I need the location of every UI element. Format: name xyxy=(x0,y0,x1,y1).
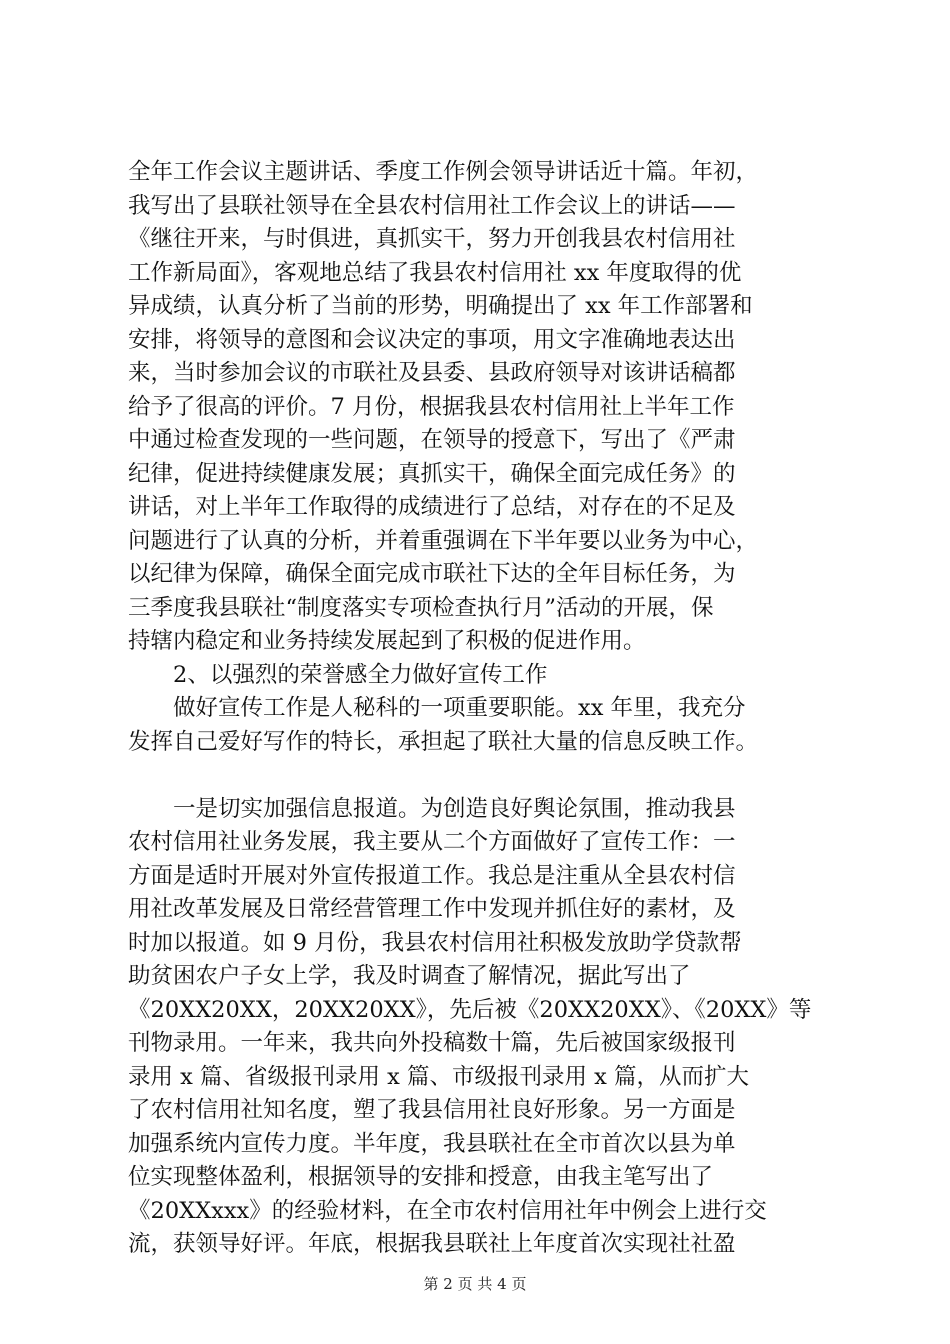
paragraph xyxy=(128,156,828,659)
text-line: 加强系统内宣传力度。半年度，我县联社在全市首次以县为单 xyxy=(128,1130,736,1157)
text-line: 位实现整体盈利，根据领导的安排和授意，由我主笔写出了 xyxy=(128,1164,714,1190)
text-line: 来，当时参加会议的市联社及县委、县政府领导对该讲话稿都 xyxy=(128,360,736,386)
text-line: 用社改革发展及日常经营管理工作中发现并抓住好的素材，及 xyxy=(128,896,736,922)
text-line: 农村信用社业务发展，我主要从二个方面做好了宣传工作：一 xyxy=(128,829,736,855)
text-line: 纪律，促进持续健康发展；真抓实干，确保全面完成任务》的 xyxy=(128,460,736,487)
text-line: 时加以报道。如 9 月份，我县农村信用社积极发放助学贷款帮 xyxy=(128,929,742,956)
text-line: 流，获领导好评。年底，根据我县联社上年度首次实现社社盈 xyxy=(128,1231,736,1257)
text-line: 中通过检查发现的一些问题，在领导的授意下，写出了《严肃 xyxy=(128,427,736,453)
text-line: 安排，将领导的意图和会议决定的事项，用文字准确地表达出 xyxy=(128,326,736,353)
paragraph xyxy=(128,692,828,759)
text-line: 问题进行了认真的分析，并着重强调在下半年要以业务为中心， xyxy=(128,527,759,554)
text-line: 《继往开来，与时俱进，真抓实干，努力开创我县农村信用社 xyxy=(128,226,736,252)
text-line: 刊物录用。一年来，我共向外投稿数十篇，先后被国家级报刊 xyxy=(128,1030,736,1056)
paragraph-gap xyxy=(128,759,828,793)
text-line: 发挥自己爱好写作的特长，承担起了联社大量的信息反映工作。 xyxy=(128,728,759,755)
text-line: 工作新局面》，客观地总结了我县农村信用社 xx 年度取得的优 xyxy=(128,259,742,286)
text-line: 我写出了县联社领导在全县农村信用社工作会议上的讲话—— xyxy=(128,192,736,219)
text-line: 《20XX20XX，20XX20XX》，先后被《20XX20XX》、《20XX》等 xyxy=(128,996,812,1023)
text-line: 持辖内稳定和业务持续发展起到了积极的促进作用。 xyxy=(128,628,646,654)
page-number-footer: 第 2 页 共 4 页 xyxy=(423,1275,527,1293)
text-line: 助贫困农户子女上学，我及时调查了解情况，据此写出了 xyxy=(128,963,691,989)
text-line: 一是切实加强信息报道。为创造良好舆论氛围，推动我县 xyxy=(173,795,736,822)
text-line: 全年工作会议主题讲话、季度工作例会领导讲话近十篇。年初， xyxy=(128,159,759,185)
text-line: 方面是适时开展对外宣传报道工作。我总是注重从全县农村信 xyxy=(128,862,736,889)
text-line: 录用 x 篇、省级报刊录用 x 篇、市级报刊录用 x 篇，从而扩大 xyxy=(128,1063,749,1090)
text-line: 三季度我县联社“制度落实专项检查执行月”活动的开展，保 xyxy=(128,594,714,621)
document-body xyxy=(128,156,828,1262)
paragraph xyxy=(128,793,828,1262)
text-line: 讲话，对上半年工作取得的成绩进行了总结，对存在的不足及 xyxy=(128,494,736,520)
text-line: 做好宣传工作是人秘科的一项重要职能。xx 年里，我充分 xyxy=(173,695,746,721)
text-line: 异成绩，认真分析了当前的形势，明确提出了 xx 年工作部署和 xyxy=(128,293,753,319)
text-line: 了农村信用社知名度，塑了我县信用社良好形象。另一方面是 xyxy=(128,1097,736,1123)
text-line: 《20XXxxx》的经验材料，在全市农村信用社年中例会上进行交 xyxy=(128,1197,767,1224)
text-line: 给予了很高的评价。7 月份，根据我县农村信用社上半年工作 xyxy=(128,393,735,420)
section-heading: 2、以强烈的荣誉感全力做好宣传工作 xyxy=(173,661,548,688)
text-line: 以纪律为保障，确保全面完成市联社下达的全年目标任务，为 xyxy=(128,561,736,587)
